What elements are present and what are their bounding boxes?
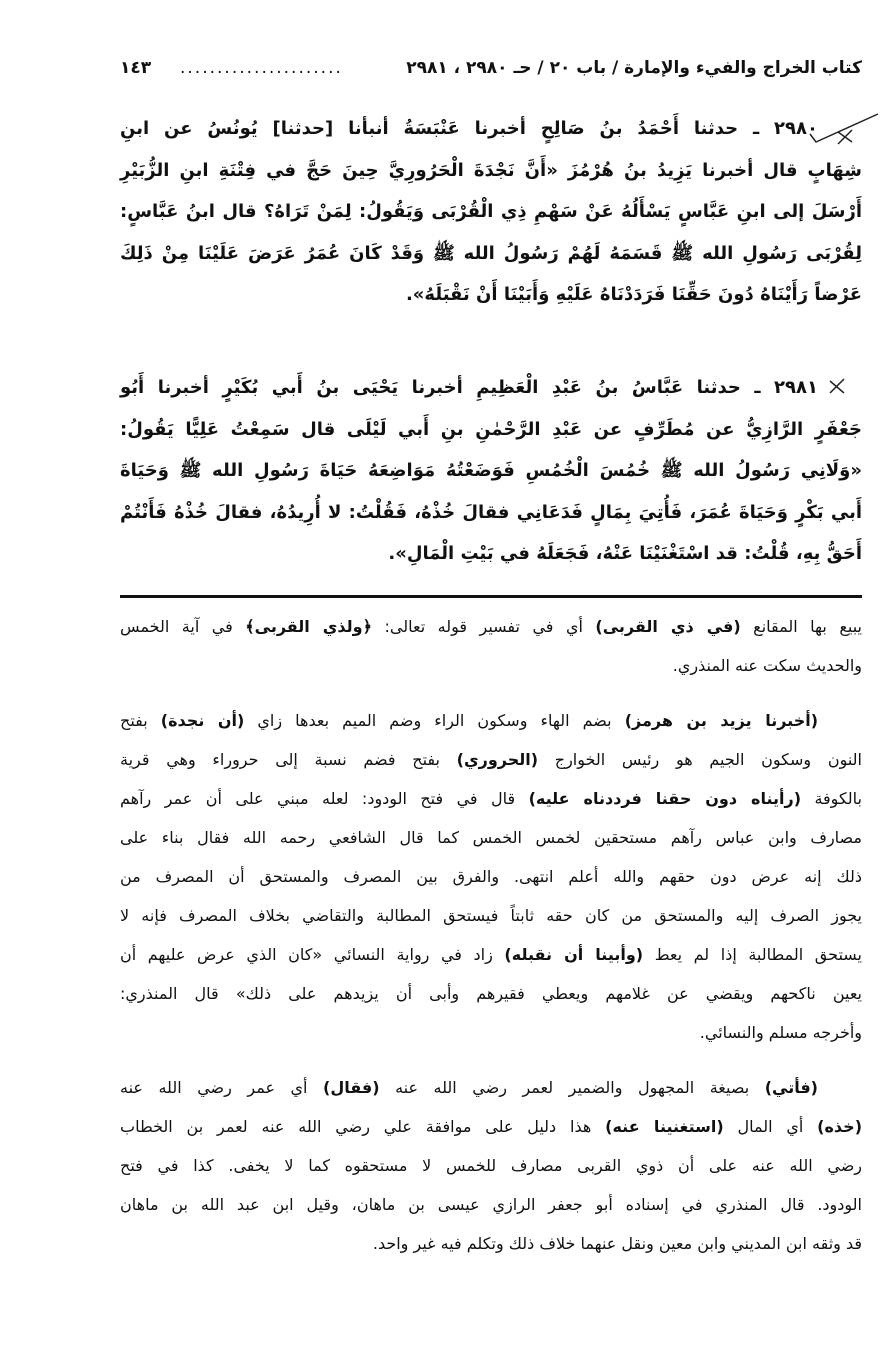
commentary-lemma: (فقال)	[323, 1078, 380, 1097]
hadith-line: «وَلَانِي رَسُولُ الله ﷺ خُمُسَ الْخُمُسِ فَوَضَعْتُهُ مَوَاضِعَهُ حَيَاةَ رَسُولِ الله ﷺ وَحَيَاةَ	[120, 460, 862, 481]
commentary-line	[120, 1107, 862, 1146]
commentary-lemma: (استغنينا عنه)	[605, 1117, 724, 1136]
commentary-text: والحديث سكت عنه المنذري.	[672, 656, 862, 675]
commentary-text: النون وسكون الجيم هو رئيس الخوارج	[538, 750, 862, 769]
commentary-line	[120, 1224, 862, 1263]
commentary-line	[120, 1068, 862, 1107]
commentary-text: أي المال	[723, 1117, 818, 1136]
running-header	[120, 58, 862, 86]
commentary-text: ذلك إنه عرض دون حقهم والله أعلم انتهى. والفرق بين المصرف والمستحق أن المصرف من	[120, 867, 862, 886]
hadith-line: ٢٩٨١ ـ حدثنا عَبَّاسُ بنُ عَبْدِ الْعَظِيمِ أخبرنا يَحْيَى بنُ أَبي بُكَيْرٍ أخبرنا أَبُو	[120, 377, 818, 398]
commentary-text: مصارف وابن عباس رآهم مستحقين لخمس الخمس كما قال الشافعي رحمه الله فقال بناء على	[120, 828, 862, 847]
commentary-lemma: (وأبينا أن نقبله)	[504, 945, 644, 964]
hadith-2981	[120, 367, 862, 575]
commentary-text: بضم الهاء وسكون الراء وضم الميم بعدها زاي	[244, 711, 625, 730]
commentary-lemma: (فأتي)	[764, 1078, 818, 1097]
hadith-line: أَحَقُّ بِهِ، قُلْتُ: قد اسْتَغْنَيْنَا عَنْهُ، فَجَعَلَهُ في بَيْتِ الْمَالِ».	[388, 543, 862, 564]
commentary-lemma: (أخبرنا يزيد بن هرمز)	[624, 711, 819, 730]
commentary-text: أي في تفسير قوله تعالى:	[372, 617, 596, 636]
commentary-text: هذا دليل على موافقة علي رضي الله عنه لعمر بن الخطاب	[120, 1117, 606, 1136]
commentary-text: بالكوفة	[801, 789, 862, 808]
commentary-lemma: (في ذي القربى)	[595, 617, 741, 636]
commentary-text: أي عمر رضي الله عنه	[120, 1078, 324, 1097]
commentary-text: الودود. قال المنذري في إسناده أبو جعفر الرازي عيسى بن ماهان، وقيل ابن عبد الله بن ماهان	[120, 1195, 862, 1214]
commentary-text: يجوز الصرف إليه والمستحق من كان حقه ثابتاً فيستحق المطالبة والتقاضي بخلاف المصرف فإنه لا	[120, 906, 862, 925]
page-number: ١٤٣	[120, 58, 152, 78]
commentary-text: قال في فتح الودود: لعله مبني على أن عمر رآهم	[120, 789, 529, 808]
hadith-line: عَرْضاً رَأَيْنَاهُ دُونَ حَقِّنَا فَرَدَدْنَاهُ عَلَيْهِ وَأَبَيْنَا أَنْ نَقْبَلَهُ».	[405, 284, 862, 305]
commentary-line	[120, 646, 862, 685]
commentary-text: قد وثقه ابن المديني وابن معين ونقل عنهما خلاف ذلك وتكلم فيه غير واحد.	[372, 1234, 862, 1253]
commentary-text: زاد في رواية النسائي «كان الذي عرض عليهم أن	[120, 945, 505, 964]
commentary-lemma: (رأيناه دون حقنا فرددناه عليه)	[528, 789, 802, 808]
hadith-line: لِقُرْبَى رَسُولِ الله ﷺ قَسَمَهُ لَهُمْ رَسُولُ الله ﷺ وَقَدْ كَانَ عُمَرُ عَرَضَ عَلَيْنَا مِنْ ذَلِكَ	[120, 242, 862, 264]
commentary-line	[120, 701, 862, 740]
hadith-line: أَبي بَكْرٍ وَحَيَاةَ عُمَرَ، فَأُتِيَ بِمَالٍ فَدَعَانِي فقالَ خُذْهُ، فَقُلْتُ: لا أُرِيدُهُ، فقالَ خُذْهُ فَأَنْتُمْ	[120, 501, 862, 523]
hadith-line: جَعْفَرٍ الرَّازِيُّ عن مُطَرِّفٍ عن عَبْدِ الرَّحْمٰنِ بنِ أَبي لَيْلَى قال سَمِعْتُ عَلِيًّا يَقُولُ:	[120, 418, 862, 440]
commentary-line	[120, 779, 862, 818]
commentary-line	[120, 1013, 862, 1052]
commentary-text: بفتح فضم نسبة إلى حروراء وهي قرية	[120, 750, 457, 769]
commentary-lemma: (خذه)	[817, 1117, 863, 1136]
commentary-line	[120, 935, 862, 974]
commentary-line	[120, 896, 862, 935]
commentary-text: يعين ناكحهم ويقضي عن غلامهم ويعطي فقيرهم وأبى أن يزيدهم على ذلك» قال المنذري:	[120, 984, 862, 1003]
commentary-line	[120, 974, 862, 1013]
commentary-text: في آية الخمس	[120, 617, 246, 636]
commentary-text: رضي الله عنه على أن ذوي القربى مصارف للخمس لا مستحقوه كما لا يخفى. كذا في فتح	[120, 1156, 862, 1175]
commentary-text: يبيع بها المقانع	[740, 617, 863, 636]
commentary-line	[120, 1185, 862, 1224]
commentary-paragraph	[120, 1068, 862, 1263]
commentary-text: بفتح	[120, 711, 161, 730]
header-title: كتاب الخراج والفيء والإمارة / باب ٢٠ / حـ ٢٩٨٠ ، ٢٩٨١	[406, 58, 862, 78]
commentary-line	[120, 818, 862, 857]
hadith-2980	[120, 108, 862, 316]
header-leader-dots: ......................	[180, 58, 343, 78]
hadith-line: شِهَابٍ قال أخبرنا يَزِيدُ بنُ هُرْمُزَ «أَنَّ نَجْدَةَ الْحَرُورِيَّ حِينَ حَجَّ في فِتْنَةِ ابنِ الزُّبَيْرِ	[120, 159, 862, 181]
commentary-paragraph	[120, 701, 862, 1052]
commentary-line	[120, 740, 862, 779]
footnote-divider	[120, 595, 862, 598]
commentary-paragraph	[120, 607, 862, 685]
commentary-lemma: (أن نجدة)	[160, 711, 245, 730]
commentary-text: وأخرجه مسلم والنسائي.	[699, 1023, 862, 1042]
hadith-line: أَرْسَلَ إلى ابنِ عَبَّاسٍ يَسْأَلُهُ عَنْ سَهْمِ ذِي الْقُرْبَى وَيَقُولُ: لِمَنْ تَرَاهُ؟ قال ابنُ عَبَّاسٍ:	[120, 201, 862, 222]
commentary-line	[120, 1146, 862, 1185]
hadith-line: ٢٩٨٠ ـ حدثنا أَحْمَدُ بنُ صَالِحٍ أخبرنا عَنْبَسَةُ أنبأنا [حدثنا] يُونُسُ عن ابنِ	[120, 118, 818, 139]
commentary-lemma: (الحروري)	[456, 750, 539, 769]
commentary-lemma: ﴿ولذي القربى﴾	[245, 617, 372, 636]
commentary-line	[120, 607, 862, 646]
commentary	[120, 607, 862, 1279]
commentary-text: يستحق المطالبة إذا لم يعط	[643, 945, 863, 964]
commentary-line	[120, 857, 862, 896]
commentary-text: بصيغة المجهول والضمير لعمر رضي الله عنه	[379, 1078, 765, 1097]
